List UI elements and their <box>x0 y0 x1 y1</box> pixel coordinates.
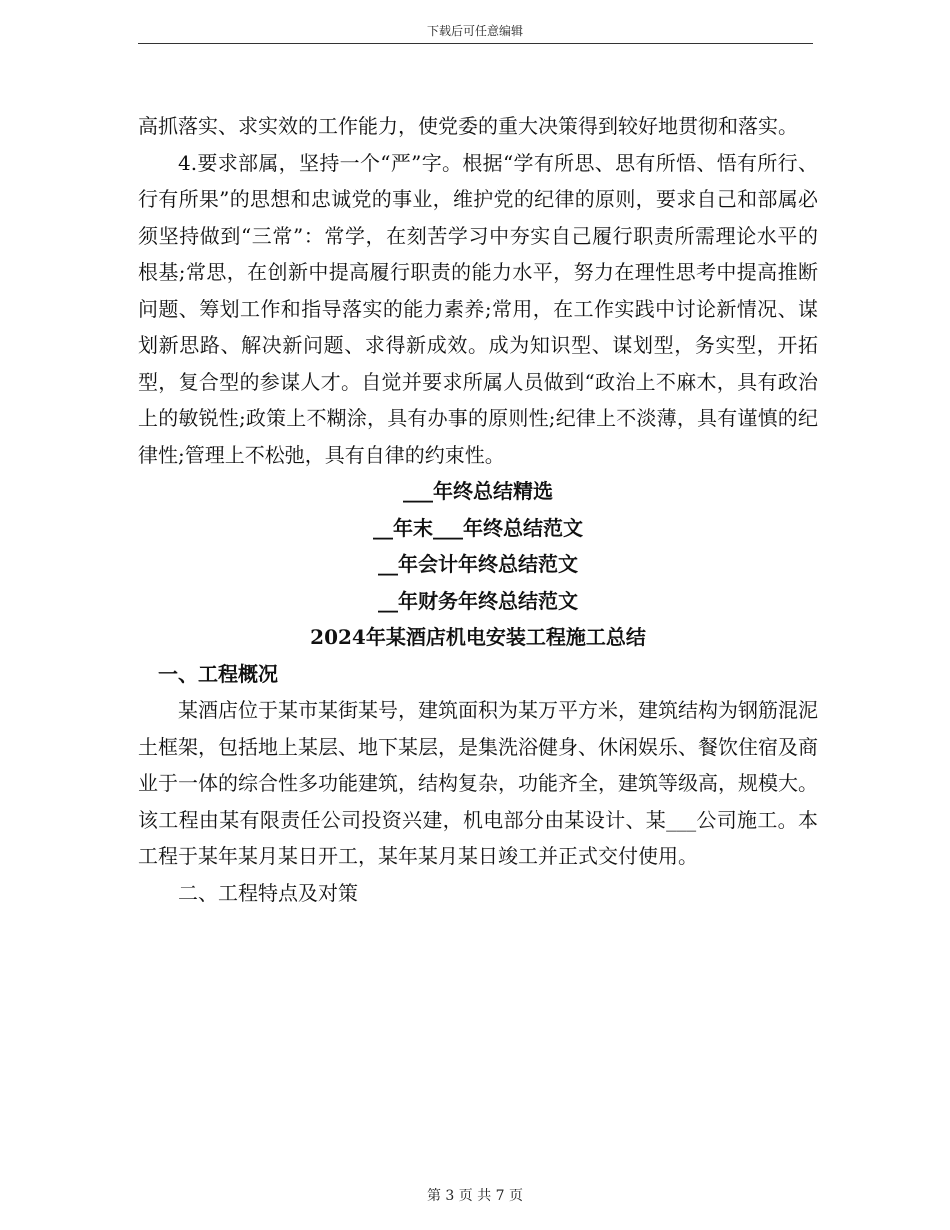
related-link-title-4[interactable]: __年财务年终总结范文 <box>378 588 578 613</box>
page-header: 下载后可任意编辑 <box>426 24 523 38</box>
document-title: 2024年某酒店机电安装工程施工总结 <box>310 625 646 649</box>
section-heading-overview: 一、工程概况 <box>158 661 278 686</box>
page-number-footer: 第 3 页 共 7 页 <box>426 1188 524 1204</box>
paragraph-project-overview: 某酒店位于某市某街某号，建筑面积为某万平方米，建筑结构为钢筋混泥土框架，包括地上某层、地下某层，是集洗浴健身、休闲娱乐、餐饮住宿及商业于一体的综合性多功能建筑，结构复杂，功能齐全，建筑等级高，规模大。该工程由某有限责任公司投资兴建，机电部分由某设计、某___公司施工。本工程于某年某月某日开工，某年某月某日竣工并正式交付使用。 <box>138 698 818 868</box>
paragraph-requirement-4: 4.要求部属，坚持一个“严”字。根据“学有所思、思有所悟、悟有所行、行有所果”的思想和忠诚党的事业，维护党的纪律的原则，要求自己和部属必须坚持做到“三常”：常学，在刻苦学习中夯实自己履行职责所需理论水平的根基;常思，在创新中提高履行职责的能力水平，努力在理性思考中提高推断问题、筹划工作和指导落实的能力素养;常用，在工作实践中讨论新情况、谋划新思路、解决新问题、求得新成效。成为知识型、谋划型，务实型，开拓型，复合型的参谋人才。自觉并要求所属人员做到“政治上不麻木，具有政治上的敏锐性;政策上不糊涂，具有办事的原则性;纪律上不淡薄，具有谨慎的纪律性;管理上不松弛，具有自律的约束性。 <box>138 150 818 467</box>
header-divider <box>138 43 813 44</box>
document-body <box>138 108 818 911</box>
paragraph-continuation: 高抓落实、求实效的工作能力，使党委的重大决策得到较好地贯彻和落实。 <box>138 114 798 138</box>
related-link-title-1[interactable]: ___年终总结精选 <box>403 479 553 503</box>
related-link-title-2[interactable]: __年末___年终总结范文 <box>373 515 583 540</box>
section-heading-features: 二、工程特点及对策 <box>178 880 358 905</box>
related-link-title-3[interactable]: __年会计年终总结范文 <box>378 552 578 576</box>
